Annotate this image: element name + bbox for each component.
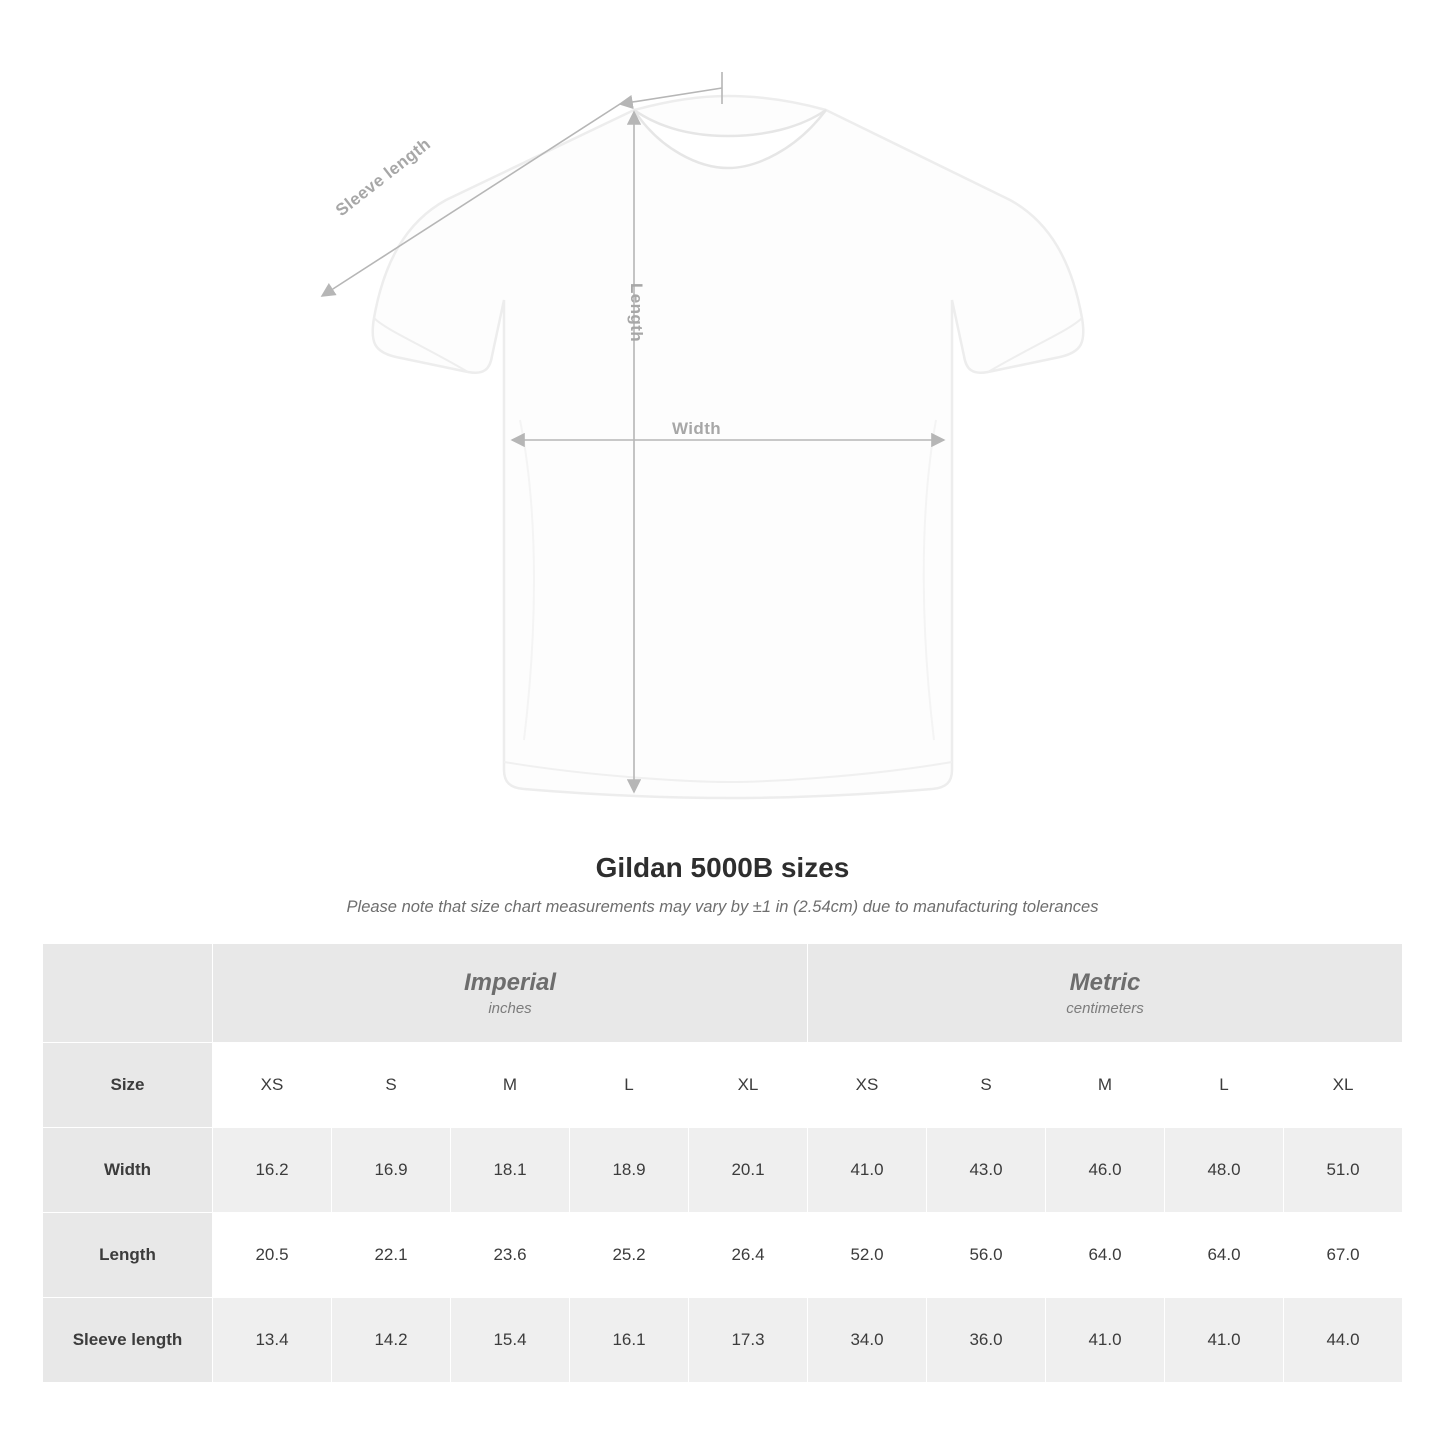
cell-width-imperial-xl: 20.1 — [689, 1128, 808, 1213]
column-header-row — [43, 1043, 1403, 1128]
cell-length-imperial-m: 23.6 — [451, 1213, 570, 1298]
row-label-length: Length — [43, 1213, 213, 1298]
cell-sleeve-imperial-xs: 13.4 — [213, 1298, 332, 1383]
metric-name: Metric — [1069, 968, 1141, 996]
cell-width-metric-m: 46.0 — [1046, 1128, 1165, 1213]
column-header-imperial-s: S — [332, 1043, 451, 1128]
cell-width-metric-s: 43.0 — [927, 1128, 1046, 1213]
unit-header-row — [43, 944, 1403, 1043]
row-label-sleeve-length: Sleeve length — [43, 1298, 213, 1383]
cell-width-metric-xs: 41.0 — [808, 1128, 927, 1213]
cell-length-metric-s: 56.0 — [927, 1213, 1046, 1298]
unit-group-imperial — [213, 944, 808, 1043]
table-row — [43, 1298, 1403, 1383]
column-header-metric-l: L — [1165, 1043, 1284, 1128]
cell-length-metric-l: 64.0 — [1165, 1213, 1284, 1298]
cell-sleeve-metric-s: 36.0 — [927, 1298, 1046, 1383]
unit-spacer — [43, 944, 213, 1043]
cell-width-imperial-m: 18.1 — [451, 1128, 570, 1213]
cell-sleeve-imperial-m: 15.4 — [451, 1298, 570, 1383]
size-chart-table-wrap — [42, 943, 1403, 1383]
cell-sleeve-imperial-l: 16.1 — [570, 1298, 689, 1383]
imperial-sub: inches — [488, 999, 532, 1017]
column-header-metric-s: S — [927, 1043, 1046, 1128]
cell-sleeve-metric-xs: 34.0 — [808, 1298, 927, 1383]
cell-sleeve-metric-m: 41.0 — [1046, 1298, 1165, 1383]
cell-length-metric-xs: 52.0 — [808, 1213, 927, 1298]
cell-length-metric-m: 64.0 — [1046, 1213, 1165, 1298]
table-row — [43, 1213, 1403, 1298]
heading-block — [0, 852, 1445, 917]
row-label-width: Width — [43, 1128, 213, 1213]
cell-width-metric-l: 48.0 — [1165, 1128, 1284, 1213]
column-header-metric-xl: XL — [1284, 1043, 1403, 1128]
page-title: Gildan 5000B sizes — [595, 852, 850, 883]
column-header-metric-m: M — [1046, 1043, 1165, 1128]
imperial-name: Imperial — [463, 968, 557, 996]
column-header-imperial-xs: XS — [213, 1043, 332, 1128]
column-header-size: Size — [43, 1043, 213, 1128]
cell-width-metric-xl: 51.0 — [1284, 1128, 1403, 1213]
column-header-imperial-m: M — [451, 1043, 570, 1128]
cell-length-imperial-xl: 26.4 — [689, 1213, 808, 1298]
cell-sleeve-imperial-s: 14.2 — [332, 1298, 451, 1383]
cell-sleeve-metric-xl: 44.0 — [1284, 1298, 1403, 1383]
size-chart-table — [42, 943, 1403, 1383]
column-header-metric-xs: XS — [808, 1043, 927, 1128]
table-row — [43, 1128, 1403, 1213]
column-header-imperial-xl: XL — [689, 1043, 808, 1128]
cell-length-metric-xl: 67.0 — [1284, 1213, 1403, 1298]
cell-length-imperial-l: 25.2 — [570, 1213, 689, 1298]
tolerance-note: Please note that size chart measurements may vary by ±1 in (2.54cm) due to manufacturing tolerances — [346, 898, 1099, 916]
width-label: Width — [672, 419, 722, 438]
unit-group-metric — [808, 944, 1403, 1043]
cell-width-imperial-xs: 16.2 — [213, 1128, 332, 1213]
metric-sub: centimeters — [1066, 999, 1144, 1017]
column-header-imperial-l: L — [570, 1043, 689, 1128]
cell-sleeve-imperial-xl: 17.3 — [689, 1298, 808, 1383]
cell-width-imperial-s: 16.9 — [332, 1128, 451, 1213]
shirt-shape — [373, 96, 1084, 798]
sleeve-length-label: Sleeve length — [332, 134, 435, 220]
cell-sleeve-metric-l: 41.0 — [1165, 1298, 1284, 1383]
length-label: Length — [627, 283, 646, 343]
cell-length-imperial-xs: 20.5 — [213, 1213, 332, 1298]
cell-width-imperial-l: 18.9 — [570, 1128, 689, 1213]
cell-length-imperial-s: 22.1 — [332, 1213, 451, 1298]
